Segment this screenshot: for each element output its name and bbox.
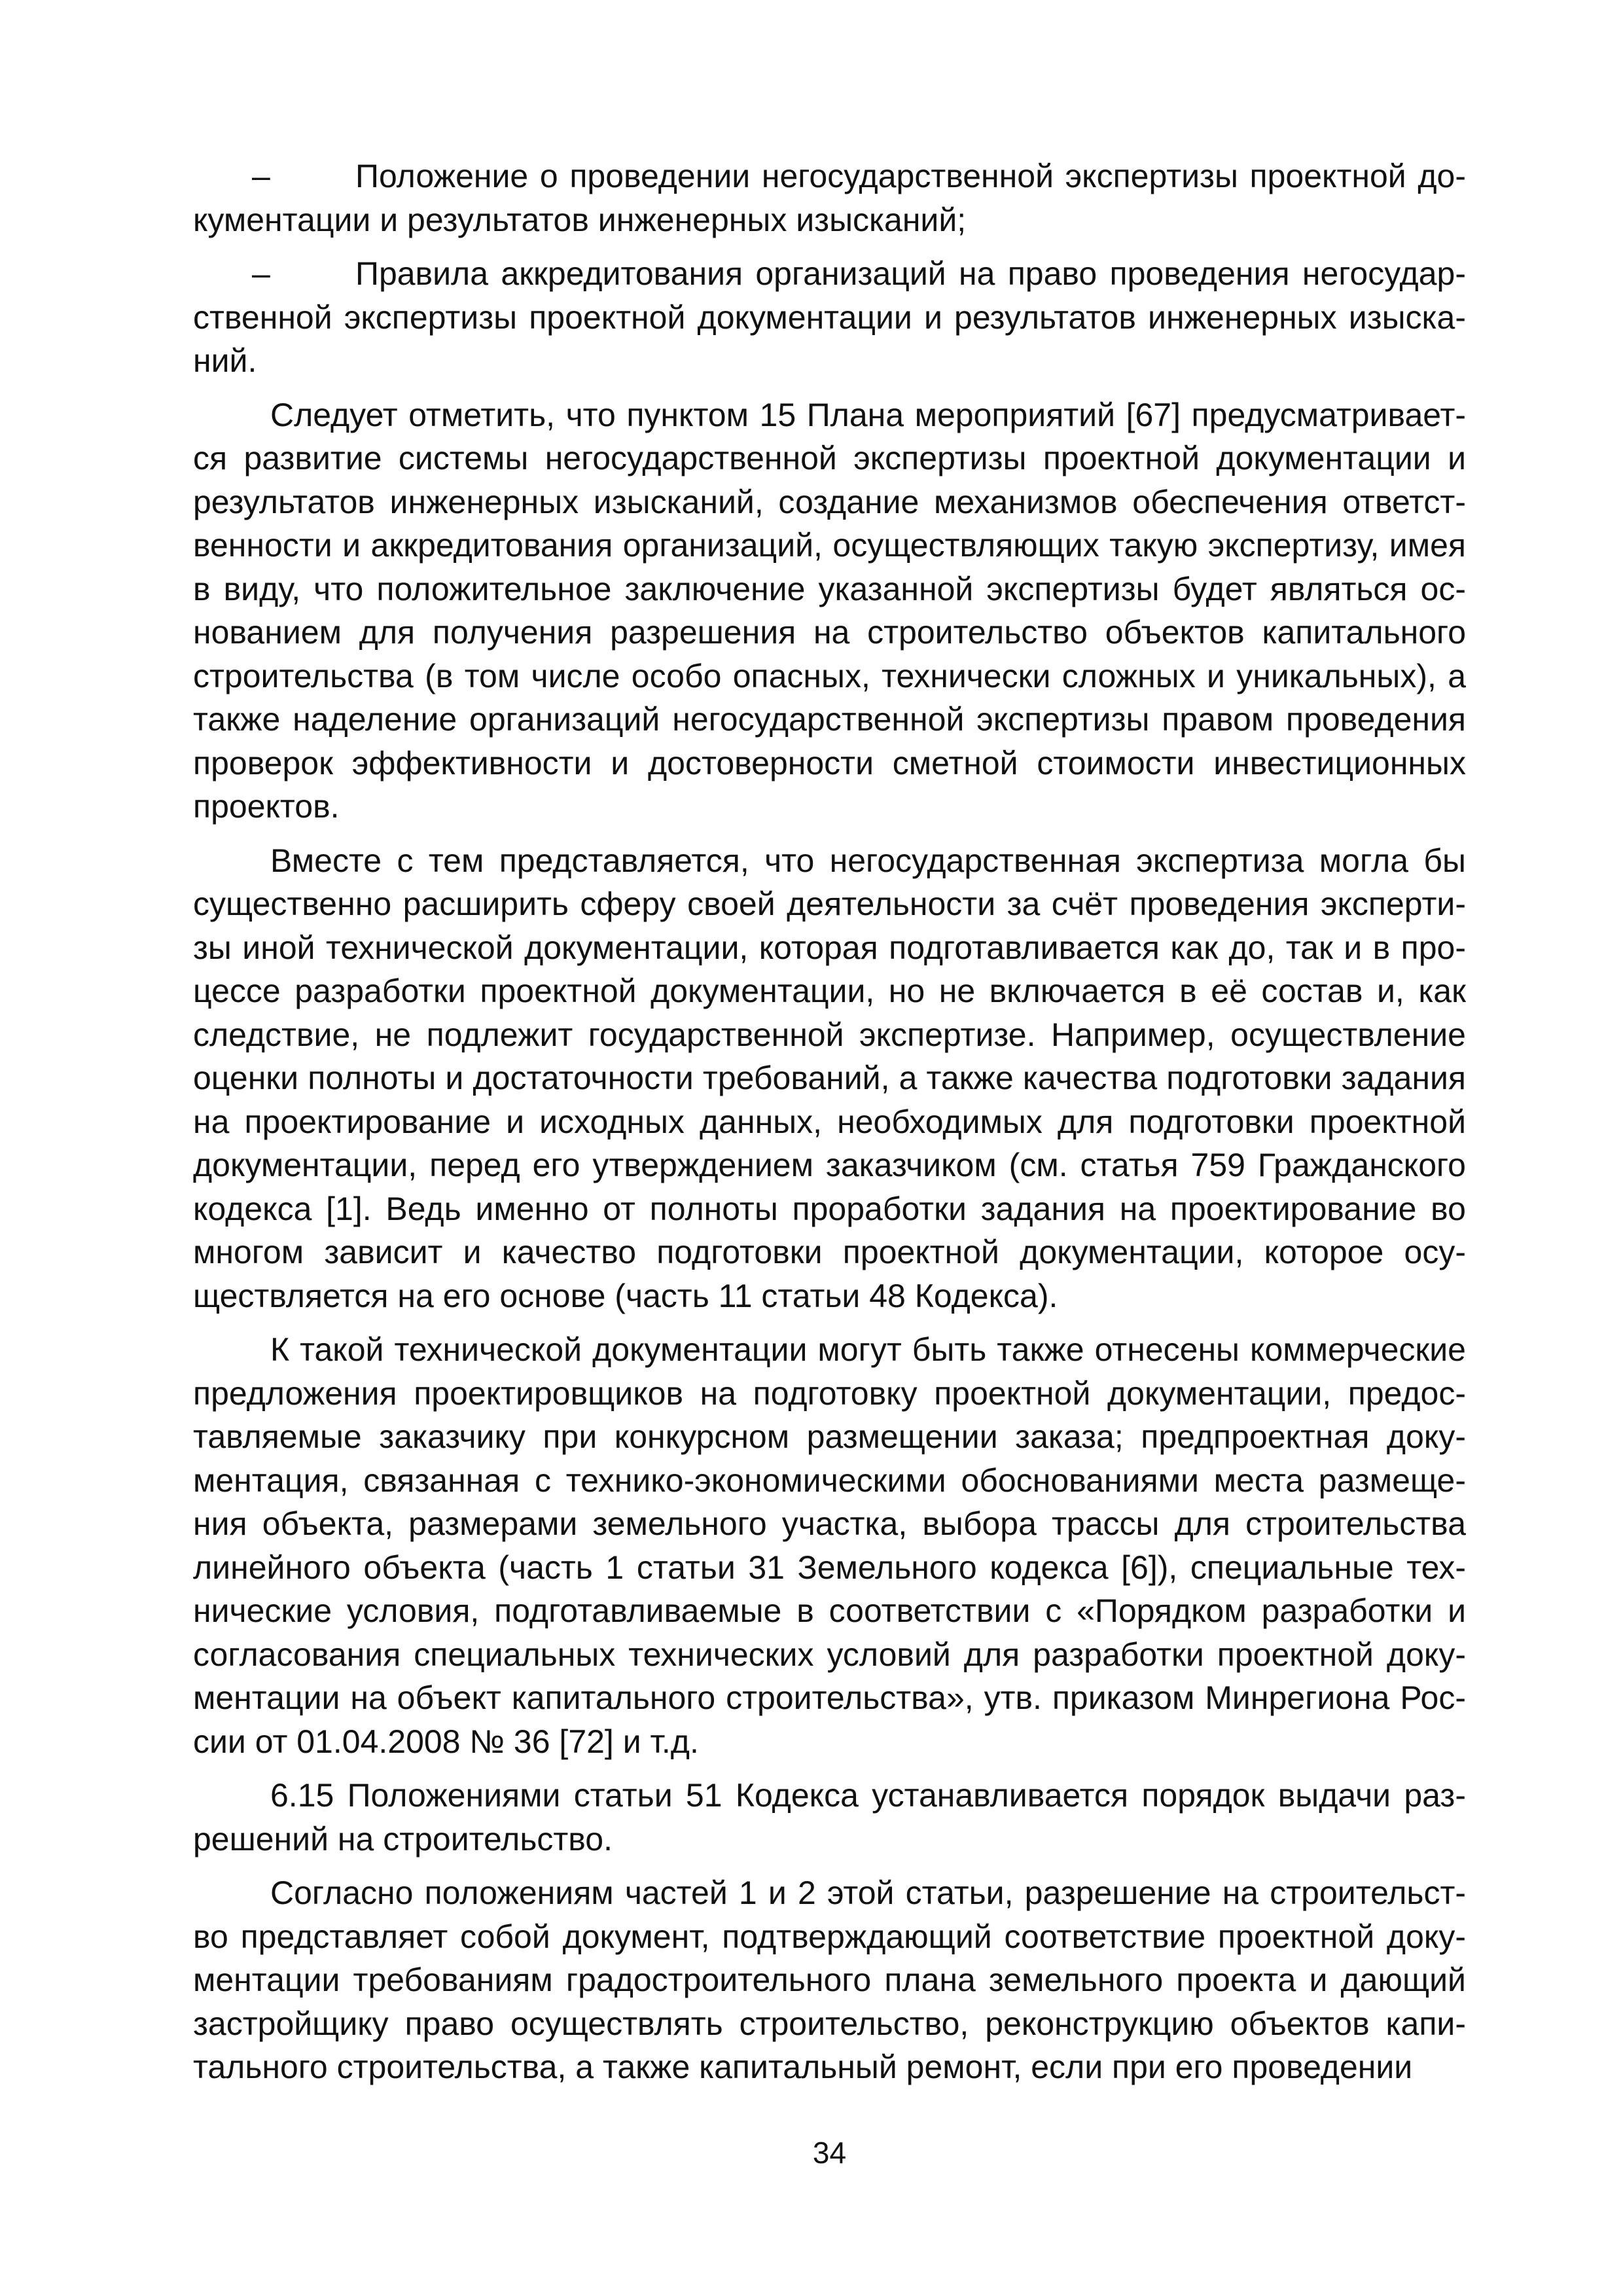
list-item-text: Положение о проведении негосударственной экспертизы проектной документации и результатов инженерных изысканий; bbox=[193, 158, 1466, 238]
page-body bbox=[193, 154, 1466, 2100]
paragraph: 6.15 Положениями статьи 51 Кодекса устанавливается порядок выдачи разрешений на строительство. bbox=[193, 1777, 1466, 1857]
page-number: 34 bbox=[812, 2136, 847, 2170]
list-item-text: Правила аккредитования организаций на право проведения негосударственной экспертизы проектной документации и результатов инженерных изысканий. bbox=[193, 255, 1466, 379]
paragraph: К такой технической документации могут быть также отнесены коммерческие предложения проектировщиков на подготовку проектной документации, предоставляемые заказчику при конкурсном размещении заказа; предпроектная документация, связанная с технико-экономическими обоснованиями места размещения объекта, размерами земельного участка, выбора трассы для строительства линейного объекта (часть 1 статьи 31 Земельного кодекса [6]), специальные технические условия, подготавливаемые в соответствии с «Порядком разработки и согласования специальных технических условий для разработки проектной документации на объект капитального строительства», утв. приказом Минрегиона России от 01.04.2008 № 36 [72] и т.д. bbox=[193, 1331, 1466, 1760]
list-item bbox=[193, 154, 1466, 242]
paragraph: Согласно положениям частей 1 и 2 этой статьи, разрешение на строительство представляет собой документ, подтверждающий соответствие проектной документации требованиям градостроительного плана земельного проекта и дающий застройщику право осуществлять строительство, реконструкцию объектов капитального строительства, а также капитальный ремонт, если при его проведении bbox=[193, 1874, 1466, 2085]
paragraph: Вместе с тем представляется, что негосударственная экспертиза могла бы существенно расширить сферу своей деятельности за счёт проведения экспертизы иной технической документации, которая подготавливается как до, так и в процессе разработки проектной документации, но не включается в её состав и, как следствие, не подлежит государственной экспертизе. Например, осуществление оценки полноты и достаточности требований, а также качества подготовки задания на проектирование и исходных данных, необходимых для подготовки проектной документации, перед его утверждением заказчиком (см. статья 759 Гражданского кодекса [1]. Ведь именно от полноты проработки задания на проектирование во многом зависит и качество подготовки проектной документации, которое осуществляется на его основе (часть 11 статьи 48 Кодекса). bbox=[193, 842, 1466, 1314]
list-item bbox=[193, 252, 1466, 383]
paragraph: Следует отметить, что пунктом 15 Плана мероприятий [67] предусматривается развитие системы негосударственной экспертизы проектной документации и результатов инженерных изысканий, создание механизмов обеспечения ответственности и аккредитования организаций, осуществляющих такую экспертизу, имея в виду, что положительное заключение указанной экспертизы будет являться основанием для получения разрешения на строительство объектов капитального строительства (в том числе особо опасных, технически сложных и уникальных), а также наделение организаций негосударственной экспертизы правом проведения проверок эффективности и достоверности сметной стоимости инвестиционных проектов. bbox=[193, 396, 1466, 825]
list-marker: – bbox=[252, 255, 270, 292]
list-marker: – bbox=[252, 158, 270, 194]
